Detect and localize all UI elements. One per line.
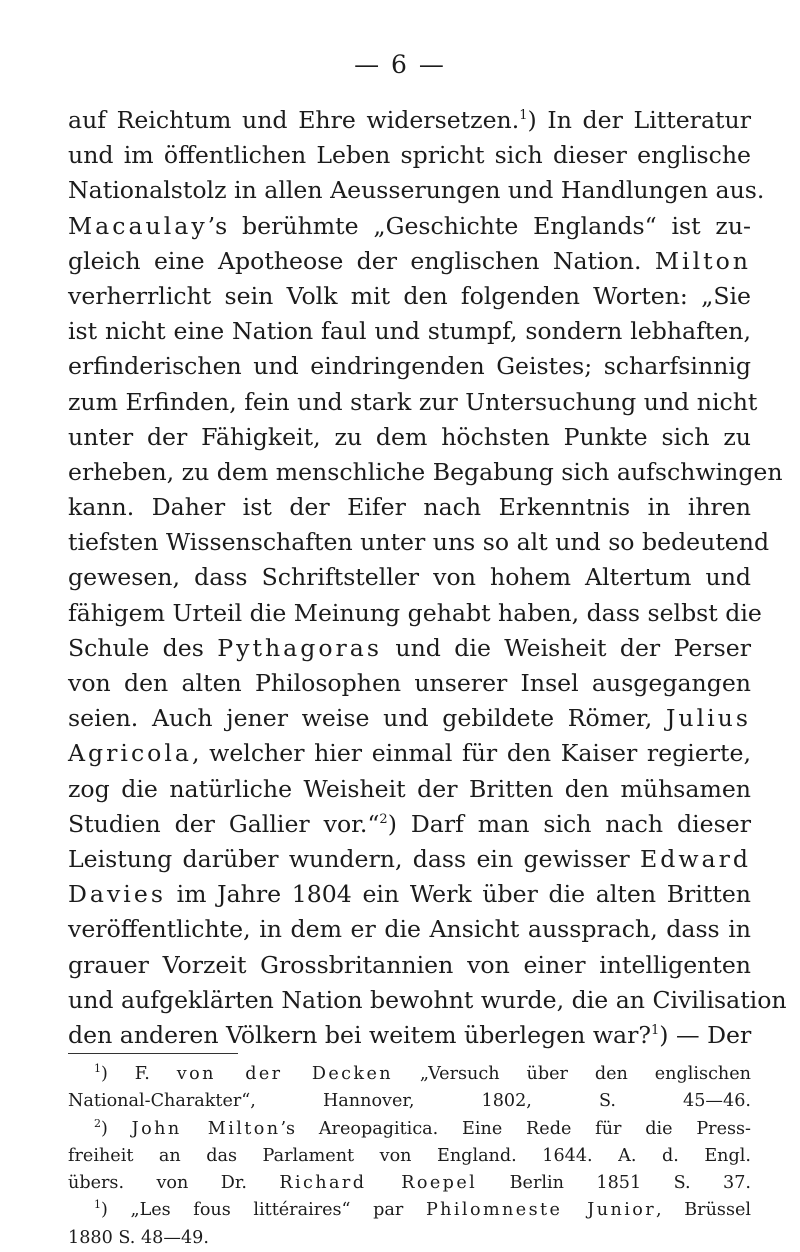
footnote-marker: 1	[519, 108, 528, 123]
text-line	[68, 736, 751, 771]
footnote-line	[68, 1170, 751, 1197]
text-line	[68, 279, 751, 314]
text-run: zum Erfinden, fein und stark zur Untersuchung und nicht	[68, 387, 758, 416]
text-run: , welcher hier einmal für den Kaiser regierte,	[192, 739, 751, 768]
text-run: National-Charakter“, Hannover, 1802, S. 45—46.	[68, 1091, 751, 1112]
text-run: veröffentlichte, in dem er die Ansicht aussprach, dass in	[68, 915, 751, 944]
footnote-line	[68, 1116, 751, 1143]
spaced-name: Edward	[640, 844, 751, 873]
spaced-name: Pythagoras	[217, 633, 382, 662]
footnote-marker: 2	[379, 811, 388, 827]
spaced-name: Milton	[654, 246, 751, 275]
text-run: Leistung darüber wundern, dass ein gewisser	[68, 844, 641, 873]
text-line	[68, 877, 751, 912]
text-line	[68, 103, 751, 138]
text-run: Schule des	[68, 633, 218, 662]
text-line	[68, 173, 765, 208]
text-line	[68, 948, 751, 983]
spaced-name: Julius	[665, 704, 751, 733]
footnote-line	[68, 1197, 751, 1224]
text-run: ) Darf man sich nach dieser	[387, 809, 751, 838]
text-run: freiheit an das Parlament von England. 1644. A. d. Engl.	[68, 1145, 751, 1166]
text-run: von den alten Philosophen unserer Insel ausgegangen	[68, 669, 751, 697]
text-run: Nationalstolz in allen Aeusserungen und Handlungen aus.	[68, 176, 765, 205]
text-run: Berlin 1851 S. 37.	[477, 1173, 752, 1194]
footnote-separator	[68, 1053, 238, 1054]
text-run: und die Weisheit der Perser	[381, 633, 751, 662]
text-line	[68, 490, 751, 525]
text-line	[68, 596, 762, 631]
main-text	[68, 103, 787, 1053]
text-line	[68, 772, 751, 807]
footnote-marker: 1	[94, 1062, 101, 1075]
footnote-marker: 1	[94, 1198, 101, 1212]
text-run: ist nicht eine Nation faul und stumpf, sondern lebhaften,	[68, 317, 751, 346]
text-line	[68, 842, 751, 877]
text-run: übers. von Dr.	[68, 1173, 280, 1194]
spaced-name: Davies	[68, 880, 166, 909]
spaced-name: Agricola	[68, 739, 192, 768]
text-run: erheben, zu dem menschliche Begabung sich aufschwingen	[68, 457, 783, 486]
footnote-line	[68, 1088, 751, 1115]
text-run: gleich eine Apotheose der englischen Nation.	[68, 246, 655, 275]
spaced-name: Philomneste Junior	[425, 1200, 657, 1221]
text-line	[68, 525, 770, 560]
text-run: seien. Auch jener weise und gebildete Römer,	[68, 704, 666, 733]
text-line	[68, 349, 751, 384]
text-run: den anderen Völkern bei weitem überlegen war?	[68, 1020, 652, 1049]
footnote-line	[68, 1143, 751, 1170]
text-line	[68, 1018, 751, 1053]
footnotes	[68, 1061, 751, 1252]
text-line	[68, 138, 751, 173]
text-line	[68, 455, 783, 490]
text-line	[68, 385, 758, 420]
page-number-header: — 6 —	[354, 50, 446, 79]
text-run: ’s Areopagitica. Eine Rede für die Press-	[280, 1118, 751, 1139]
text-run: tiefsten Wissenschaften unter uns so alt und so bedeutend	[68, 528, 770, 557]
text-run: unter der Fähigkeit, zu dem höchsten Punkte sich zu	[68, 422, 751, 451]
text-line	[68, 314, 751, 349]
text-line	[68, 560, 751, 595]
text-run: fähigem Urteil die Meinung gehabt haben, dass selbst die	[68, 598, 762, 627]
text-run: , Brüssel	[656, 1200, 752, 1221]
text-line	[68, 807, 751, 842]
text-run: ) „Les fous littéraires“ par	[101, 1200, 426, 1221]
text-run: 1880 S. 48—49.	[68, 1227, 209, 1248]
text-line	[68, 244, 751, 279]
text-run: zog die natürliche Weisheit der Britten den mühsamen	[68, 774, 751, 803]
text-run: und aufgeklärten Nation bewohnt wurde, die an Civilisation	[68, 985, 787, 1014]
text-line	[68, 209, 751, 244]
text-run: ) In der Litteratur	[527, 106, 751, 134]
text-line	[68, 666, 751, 701]
text-run: Studien der Gallier vor.“	[68, 809, 380, 838]
footnote-marker: 2	[94, 1116, 101, 1130]
text-run: und im öffentlichen Leben spricht sich dieser englische	[68, 141, 751, 170]
text-line	[68, 983, 787, 1018]
text-run: kann. Daher ist der Eifer nach Erkenntnis in ihren	[68, 493, 751, 522]
text-run: )	[101, 1118, 132, 1139]
text-run: grauer Vorzeit Grossbritannien von einer intelligenten	[68, 950, 751, 979]
text-line	[68, 701, 751, 736]
text-run: gewesen, dass Schriftsteller von hohem Altertum und	[68, 563, 751, 592]
text-run: erfinderischen und eindringenden Geistes; scharfsinnig	[68, 352, 751, 381]
text-line	[68, 420, 751, 455]
footnote-marker: 1	[651, 1022, 660, 1038]
spaced-name: von der Decken	[176, 1064, 393, 1084]
spaced-name: Macaulay	[68, 211, 208, 240]
text-line	[68, 631, 751, 666]
text-run: ) — Der	[659, 1020, 752, 1049]
text-run: im Jahre 1804 ein Werk über die alten Britten	[165, 880, 751, 909]
footnote-line	[68, 1225, 751, 1252]
text-run: ) F.	[101, 1064, 177, 1084]
spaced-name: John Milton	[131, 1118, 281, 1139]
text-run: ’s berühmte „Geschichte Englands“ ist zu-	[207, 211, 751, 240]
text-run: verherrlicht sein Volk mit den folgenden Worten: „Sie	[68, 281, 751, 310]
spaced-name: Richard Roepel	[279, 1173, 478, 1194]
text-run: auf Reichtum und Ehre widersetzen.	[68, 106, 520, 134]
footnote-line	[68, 1061, 751, 1088]
text-run: „Versuch über den englischen	[393, 1064, 751, 1084]
text-line	[68, 912, 751, 947]
